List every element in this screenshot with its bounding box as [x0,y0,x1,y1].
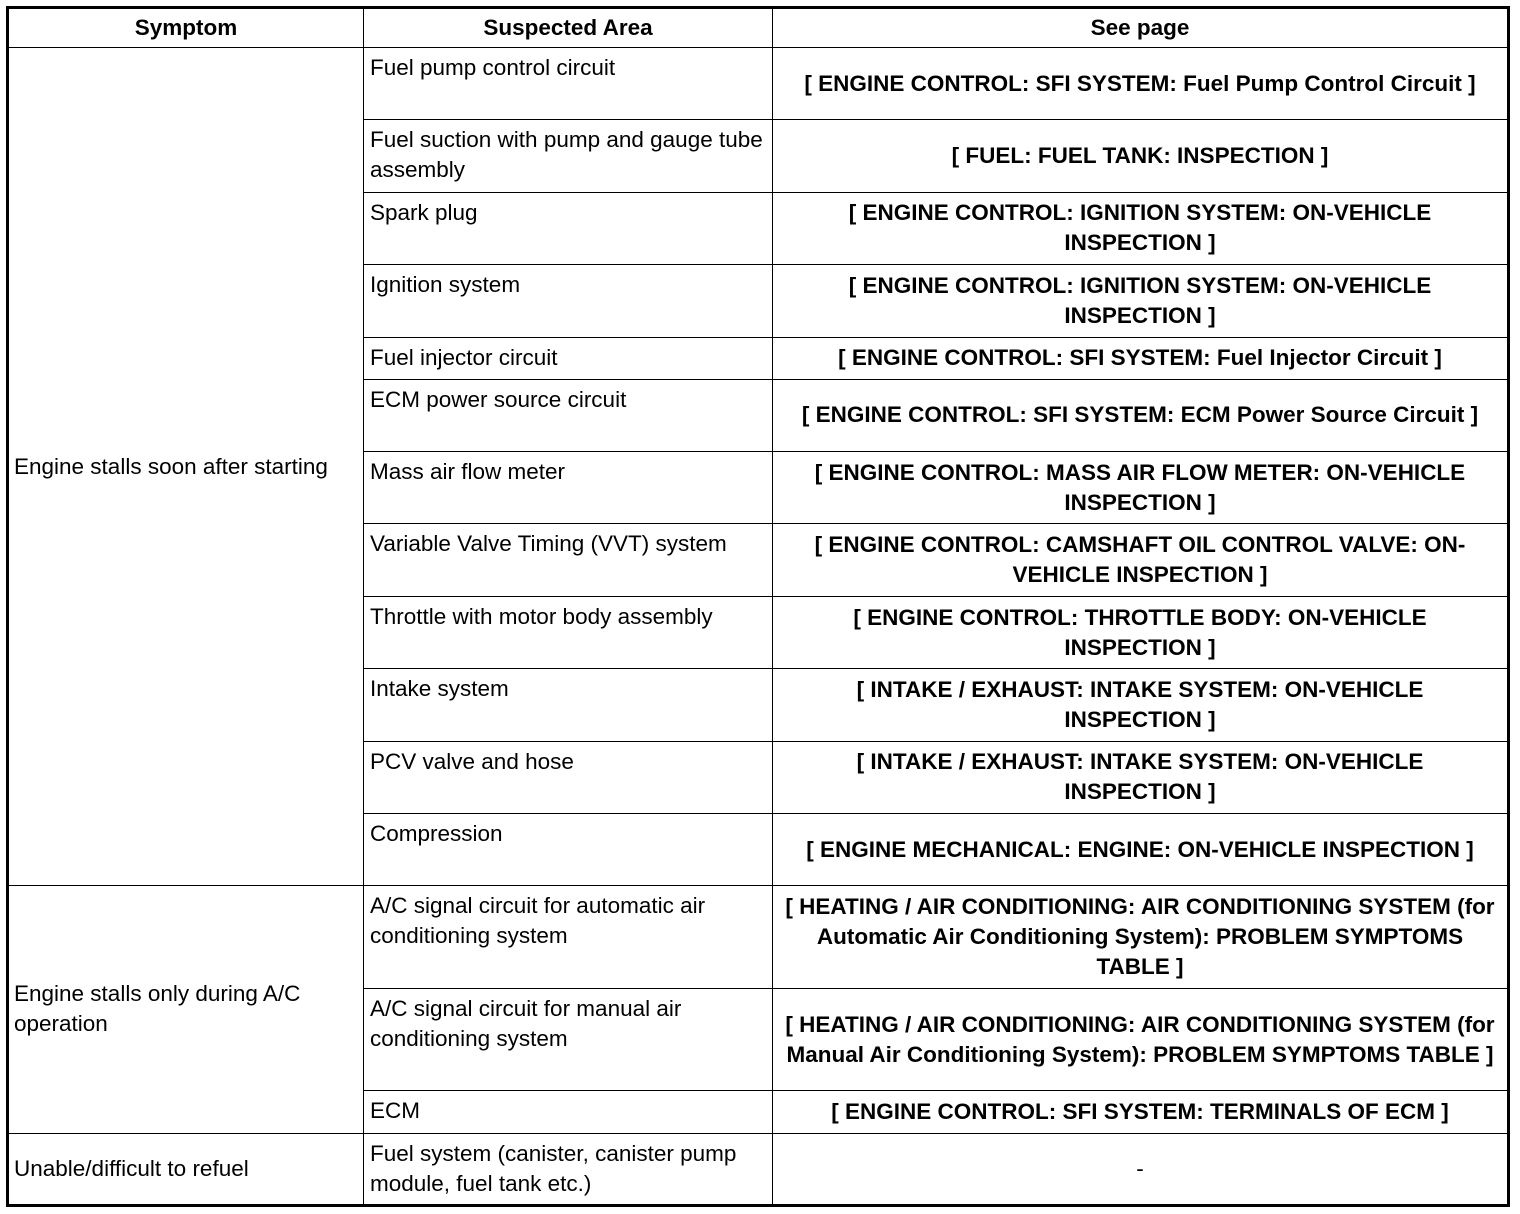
see-page-cell: [ ENGINE CONTROL: SFI SYSTEM: TERMINALS OF ECM ] [773,1091,1509,1133]
see-page-cell: [ ENGINE CONTROL: SFI SYSTEM: Fuel Injector Circuit ] [773,337,1509,379]
problem-symptoms-table [6,6,1510,1207]
suspected-area-cell: Intake system [364,669,773,741]
see-page-cell: [ ENGINE CONTROL: SFI SYSTEM: Fuel Pump Control Circuit ] [773,48,1509,120]
suspected-area-cell: ECM power source circuit [364,379,773,451]
suspected-area-cell: Ignition system [364,265,773,337]
see-page-cell: [ ENGINE CONTROL: CAMSHAFT OIL CONTROL VALVE: ON-VEHICLE INSPECTION ] [773,524,1509,596]
header-suspected-area: Suspected Area [364,8,773,48]
see-page-cell: - [773,1133,1509,1205]
suspected-area-cell: Variable Valve Timing (VVT) system [364,524,773,596]
header-row [8,8,1509,48]
header-symptom: Symptom [8,8,364,48]
symptom-cell: Engine stalls only during A/C operation [8,886,364,1133]
suspected-area-cell: Spark plug [364,192,773,264]
see-page-cell: [ ENGINE CONTROL: THROTTLE BODY: ON-VEHICLE INSPECTION ] [773,596,1509,668]
suspected-area-cell: Fuel suction with pump and gauge tube assembly [364,120,773,192]
suspected-area-cell: Fuel pump control circuit [364,48,773,120]
suspected-area-cell: Fuel system (canister, canister pump module, fuel tank etc.) [364,1133,773,1205]
see-page-cell: [ ENGINE CONTROL: MASS AIR FLOW METER: ON-VEHICLE INSPECTION ] [773,452,1509,524]
table-row [8,48,1509,120]
table-row [8,886,1509,989]
suspected-area-cell: ECM [364,1091,773,1133]
suspected-area-cell: A/C signal circuit for automatic air conditioning system [364,886,773,989]
suspected-area-cell: A/C signal circuit for manual air conditioning system [364,988,773,1091]
suspected-area-cell: Throttle with motor body assembly [364,596,773,668]
see-page-cell: [ ENGINE MECHANICAL: ENGINE: ON-VEHICLE INSPECTION ] [773,813,1509,885]
see-page-cell: [ HEATING / AIR CONDITIONING: AIR CONDITIONING SYSTEM (for Manual Air Conditioning System): PROBLEM SYMPTOMS TABLE ] [773,988,1509,1091]
header-see-page: See page [773,8,1509,48]
suspected-area-cell: PCV valve and hose [364,741,773,813]
see-page-cell: [ ENGINE CONTROL: SFI SYSTEM: ECM Power Source Circuit ] [773,379,1509,451]
suspected-area-cell: Mass air flow meter [364,452,773,524]
table-row [8,1133,1509,1205]
suspected-area-cell: Fuel injector circuit [364,337,773,379]
see-page-cell: [ ENGINE CONTROL: IGNITION SYSTEM: ON-VEHICLE INSPECTION ] [773,265,1509,337]
suspected-area-cell: Compression [364,813,773,885]
symptom-cell: Engine stalls soon after starting [8,48,364,886]
see-page-cell: [ INTAKE / EXHAUST: INTAKE SYSTEM: ON-VEHICLE INSPECTION ] [773,669,1509,741]
see-page-cell: [ ENGINE CONTROL: IGNITION SYSTEM: ON-VEHICLE INSPECTION ] [773,192,1509,264]
symptom-cell: Unable/difficult to refuel [8,1133,364,1205]
see-page-cell: [ HEATING / AIR CONDITIONING: AIR CONDITIONING SYSTEM (for Automatic Air Conditioning System): PROBLEM SYMPTOMS TABLE ] [773,886,1509,989]
see-page-cell: [ INTAKE / EXHAUST: INTAKE SYSTEM: ON-VEHICLE INSPECTION ] [773,741,1509,813]
see-page-cell: [ FUEL: FUEL TANK: INSPECTION ] [773,120,1509,192]
